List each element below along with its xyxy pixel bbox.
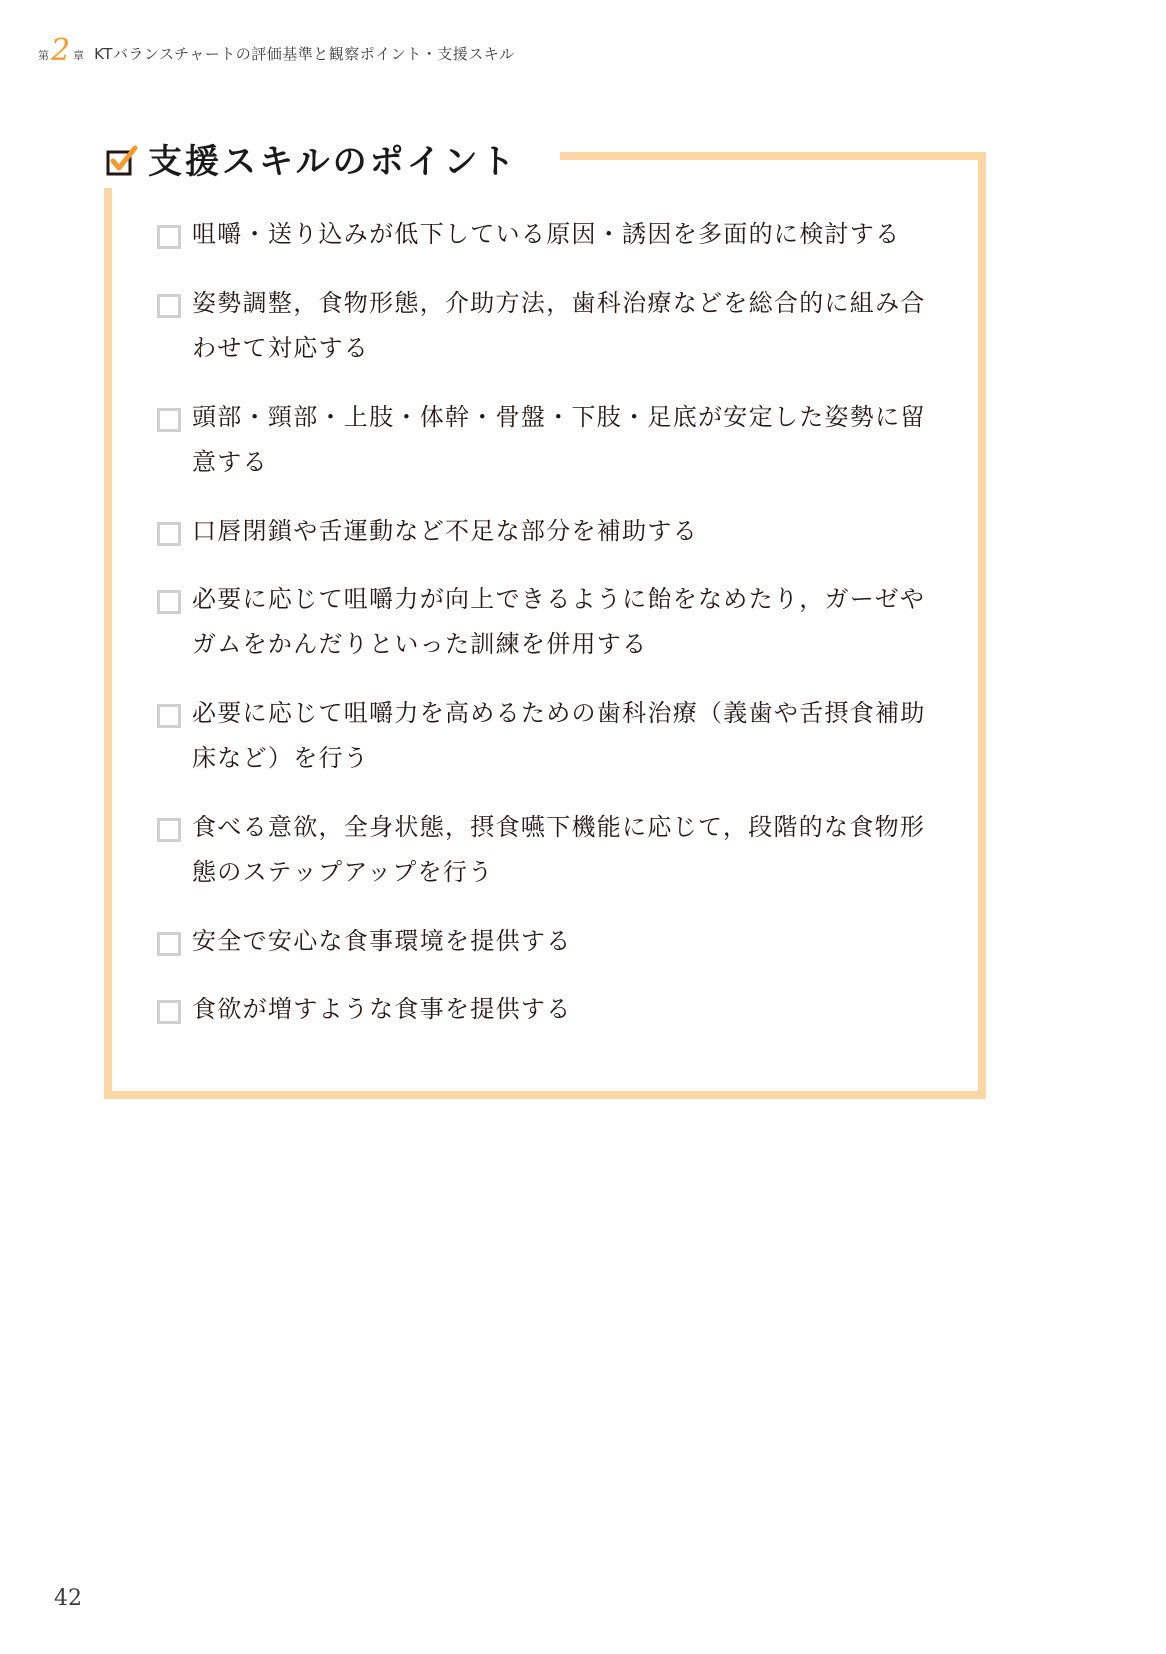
checkbox-icon[interactable] — [157, 818, 181, 842]
section-title-block — [106, 134, 518, 183]
checklist-item — [157, 218, 947, 257]
section-title: 支援スキルのポイント — [148, 142, 518, 182]
checkbox-icon[interactable] — [157, 408, 181, 432]
checklist-item — [157, 993, 947, 1032]
chapter-title: KTバランスチャートの評価基準と観察ポイント・支援スキル — [94, 45, 515, 63]
checklist-item-text: 口唇閉鎖や舌運動など不足な部分を補助する — [192, 517, 698, 545]
checkbox-icon[interactable] — [157, 590, 181, 614]
checklist-item-text: 咀嚼・送り込みが低下している原因・誘因を多面的に検討する — [192, 220, 901, 248]
checklist-item — [157, 401, 947, 485]
page-number: 42 — [54, 1586, 82, 1611]
checkbox-icon[interactable] — [157, 704, 181, 728]
checkbox-icon[interactable] — [157, 522, 181, 546]
checkbox-icon[interactable] — [157, 932, 181, 956]
checklist-item — [157, 811, 947, 895]
checklist-item — [157, 515, 947, 554]
chapter-prefix: 第 — [38, 49, 49, 62]
chapter-suffix: 章 — [73, 49, 85, 62]
checklist-item-text: 姿勢調整，食物形態，介助方法，歯科治療などを総合的に組み合わせて対応する — [192, 289, 926, 362]
checklist-item-text: 必要に応じて咀嚼力が向上できるように飴をなめたり，ガーゼやガムをかんだりといった訓練を併用する — [192, 585, 926, 658]
checklist-item — [157, 287, 947, 371]
checklist-item-text: 食べる意欲，全身状態，摂食嚥下機能に応じて，段階的な食物形態のステップアップを行う — [192, 813, 926, 886]
checklist-item — [157, 925, 947, 964]
chapter-number: 2 — [51, 33, 71, 68]
checklist-item — [157, 697, 947, 781]
checkbox-icon[interactable] — [157, 225, 181, 249]
checklist-item-text: 食欲が増すような食事を提供する — [192, 995, 572, 1023]
checked-box-icon — [106, 145, 138, 177]
chapter-header — [38, 33, 515, 68]
checklist-item-text: 安全で安心な食事環境を提供する — [192, 927, 572, 955]
checkbox-icon[interactable] — [157, 294, 181, 318]
checklist-item — [157, 583, 947, 667]
checklist-item-text: 頭部・頸部・上肢・体幹・骨盤・下肢・足底が安定した姿勢に留意する — [192, 403, 926, 476]
checkbox-icon[interactable] — [157, 1000, 181, 1024]
checklist-item-text: 必要に応じて咀嚼力を高めるための歯科治療（義歯や舌摂食補助床など）を行う — [192, 699, 926, 772]
